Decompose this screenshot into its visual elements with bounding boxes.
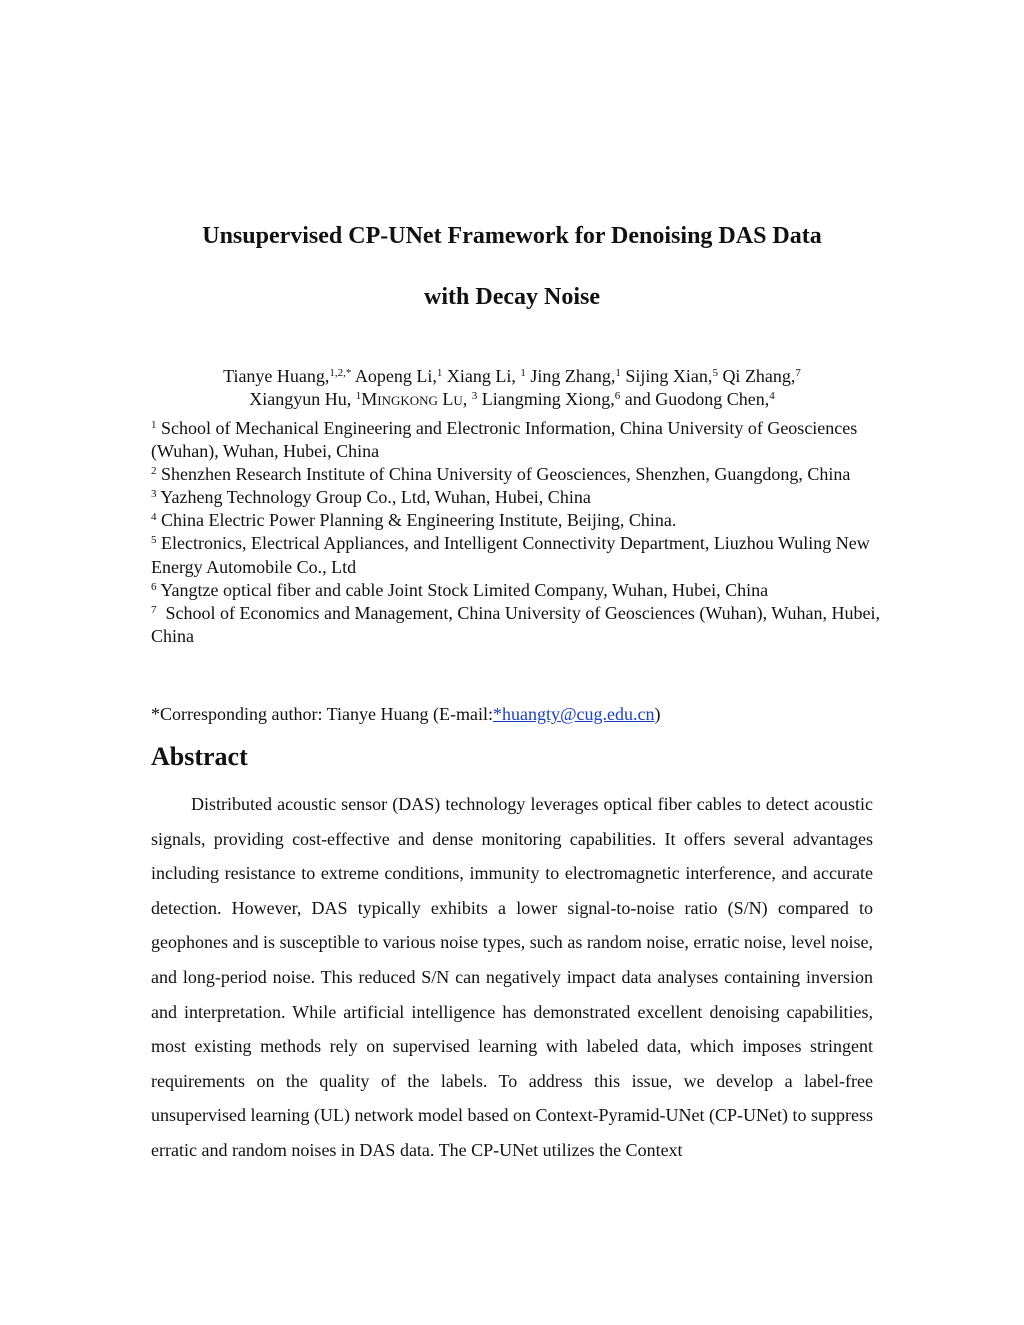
affiliation-text: Shenzhen Research Institute of China University of Geosciences, Shenzhen, Guangdong, China xyxy=(156,464,851,485)
author-affiliation-mark: 6 xyxy=(614,390,621,402)
author-separator: , xyxy=(462,389,472,409)
corresponding-author-label: *Corresponding author: Tianye Huang (E-mail: xyxy=(151,704,493,724)
author-name: and Guodong Chen, xyxy=(620,389,770,409)
abstract-heading: Abstract xyxy=(151,742,248,771)
author-name: Mingkong xyxy=(361,389,438,409)
affiliation-item xyxy=(151,509,881,532)
author-affiliation-mark: 1,2,* xyxy=(329,367,352,379)
author-affiliation-mark: 7 xyxy=(795,367,801,379)
affiliation-number: 6 xyxy=(151,580,157,593)
affiliation-text: School of Economics and Management, China University of Geosciences (Wuhan), Wuhan, Hubei, China xyxy=(151,602,885,646)
affiliation-list xyxy=(151,417,885,648)
paper-title-line-1: Unsupervised CP-UNet Framework for Denoising DAS Data xyxy=(202,223,822,249)
corresponding-author xyxy=(151,704,881,725)
affiliation-text: China Electric Power Planning & Engineering Institute, Beijing, China. xyxy=(156,510,677,531)
affiliation-item xyxy=(151,417,881,463)
author-name: Xiangyun Hu, xyxy=(249,389,356,409)
author-name: Tianye Huang, xyxy=(223,366,330,386)
abstract-body: Distributed acoustic sensor (DAS) technology leverages optical fiber cables to detect acoustic signals, providing cost-effective and dense monitoring capabilities. It offers several advantages including resistance to extreme conditions, immunity to electromagnetic interference, and accurate detection. However, DAS typically exhibits a lower signal-to-noise ratio (S/N) compared to geophones and is susceptible to various noise types, such as random noise, erratic noise, level noise, and long-period noise. This reduced S/N can negatively impact data analyses containing inversion and interpretation. While artificial intelligence has demonstrated excellent denoising capabilities, most existing methods rely on supervised learning with labeled data, which imposes stringent requirements on the quality of the labels. To address this issue, we develop a label-free unsupervised learning (UL) network model based on Context-Pyramid-UNet (CP-UNet) to suppress erratic and random noises in DAS data. The CP-UNet utilizes the Context xyxy=(151,794,873,1160)
affiliation-item xyxy=(151,532,881,578)
author-name: Lu xyxy=(442,389,463,409)
affiliation-text: Yangtze optical fiber and cable Joint Stock Limited Company, Wuhan, Hubei, China xyxy=(156,579,769,600)
author-name: Jing Zhang, xyxy=(525,366,616,386)
affiliation-number: 5 xyxy=(151,534,157,547)
author-name: Aopeng Li, xyxy=(351,366,437,386)
author-affiliation-mark: 4 xyxy=(769,390,775,402)
affiliation-text: Electronics, Electrical Appliances, and Intelligent Connectivity Department, Liuzhou Wuling New Energy Automobile Co., Ltd xyxy=(151,533,870,577)
affiliation-item xyxy=(151,486,881,509)
author-name: Sijing Xian, xyxy=(620,366,713,386)
affiliation-item xyxy=(151,602,885,648)
affiliation-number: 7 xyxy=(151,603,157,616)
affiliation-text: Yazheng Technology Group Co., Ltd, Wuhan, Hubei, China xyxy=(156,487,591,508)
affiliation-item xyxy=(151,463,881,486)
author-line-2 xyxy=(130,388,894,411)
author-name: Liangming Xiong, xyxy=(477,389,615,409)
affiliation-text: School of Mechanical Engineering and Electronic Information, China University of Geosciences (Wuhan), Wuhan, Hubei, China xyxy=(151,418,858,462)
author-affiliation-mark: 1 xyxy=(355,390,362,402)
paper-title-line-2: with Decay Noise xyxy=(424,284,600,310)
author-affiliation-mark: 1 xyxy=(520,367,526,379)
corresponding-author-close: ) xyxy=(654,704,661,724)
author-affiliation-mark: 3 xyxy=(471,390,478,402)
author-line-1 xyxy=(130,365,894,388)
author-name: Xiang Li, xyxy=(442,366,521,386)
email-link[interactable]: *huangty@cug.edu.cn xyxy=(492,704,655,724)
author-affiliation-mark: 1 xyxy=(436,367,443,379)
affiliation-number: 4 xyxy=(151,511,157,524)
affiliation-item xyxy=(151,579,881,602)
author-name: Qi Zhang, xyxy=(717,366,796,386)
affiliation-number: 1 xyxy=(151,419,157,431)
author-affiliation-mark: 5 xyxy=(712,367,718,379)
affiliation-number: 2 xyxy=(151,465,157,478)
affiliation-number: 3 xyxy=(151,488,157,501)
author-affiliation-mark: 1 xyxy=(615,367,621,379)
